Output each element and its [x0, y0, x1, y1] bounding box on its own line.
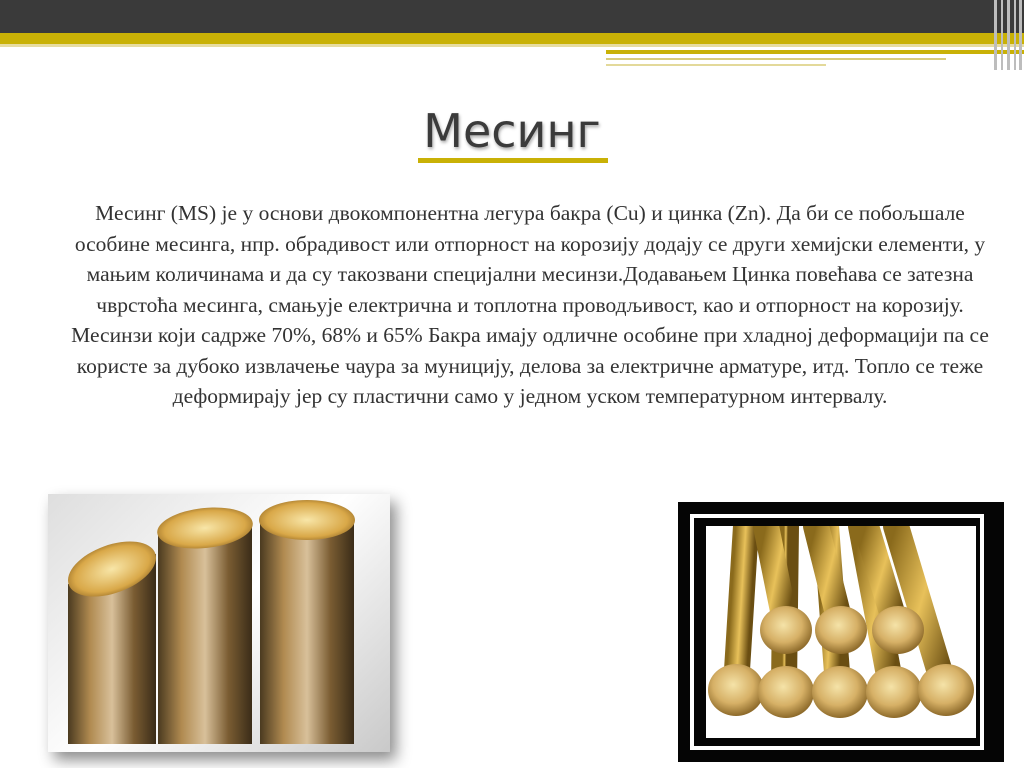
accent-bar [0, 33, 1024, 44]
decor-vertical-stripes [990, 0, 1024, 70]
brass-tubes-image [48, 494, 390, 752]
decor-stripe [606, 50, 1024, 54]
brass-rods-image [706, 526, 976, 738]
accent-bar-light [0, 44, 1024, 47]
brass-rods-illustration [706, 526, 976, 738]
brass-rods-frame [678, 502, 1004, 762]
title-underline [418, 158, 608, 163]
decor-stripe [606, 58, 946, 60]
top-bar [0, 0, 1024, 33]
decor-stripe [606, 64, 826, 66]
brass-tubes-illustration [48, 494, 390, 752]
slide-body-text: Месинг (MS) је у основи двокомпонентна легура бакра (Cu) и цинка (Zn). Да би се побољшале особине месинга, нпр. обрадивост или отпорност на корозију додају се други хемијски елементи, у мањим количинама и да су такозвани специјални месинзи.Додавањем Цинка повећава се затезна чврстоћа месинга, смањује електрична и топлотна проводљивост, као и отпорност на корозију. Месинзи који садрже 70%, 68% и 65% Бакра имају одличне особине при хладној деформацији па се користе за дубоко извлачење чаура за муницију, делова за електричне арматуре, итд. Топло се теже деформирају јер су пластични само у једном уском температурном интервалу. [71, 201, 989, 408]
slide-title: Месинг [423, 104, 601, 158]
